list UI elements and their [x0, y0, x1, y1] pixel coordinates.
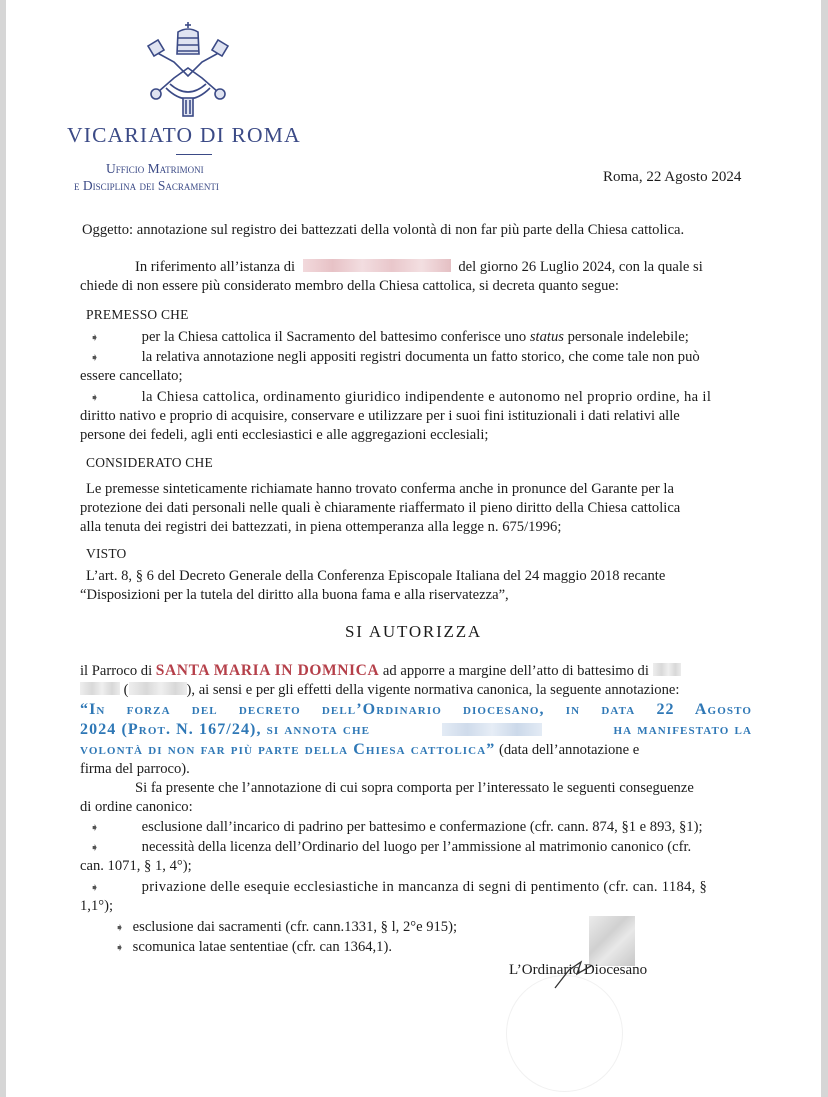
arrow-bullet-icon: ➧ — [90, 352, 100, 364]
intro-text-b: del giorno 26 Luglio 2024, con la quale si — [458, 259, 703, 275]
conseguenze-item-5-text: scomunica latae sententiae (cfr. can 1364,1). — [132, 939, 392, 955]
conseguenze-item-1-text: esclusione dall’incarico di padrino per battesimo e confermazione (cfr. cann. 874, §1 e 893, §1); — [141, 819, 703, 835]
annotation-quote-line3 — [80, 740, 639, 760]
signatory-title: L’Ordinario Diocesano — [509, 962, 648, 978]
office-name-line2: e Disciplina dei Sacramenti — [74, 178, 219, 193]
conseguenze-item-2-cont: can. 1071, § 1, 4°); — [80, 858, 192, 874]
document-page — [6, 0, 821, 1097]
annotation-quote-text-b: ha manifestato la — [613, 721, 752, 738]
annotation-quote-text-c: volontà di non far più parte della Chiesa cattolica” — [80, 741, 496, 758]
conseguenze-item-3-text: privazione delle esequie ecclesiastiche in mancanza di segni di pentimento (cfr. can. 1184, § — [141, 879, 708, 895]
conseguenze-item-3-cont: 1,1°); — [80, 898, 113, 914]
arrow-bullet-icon: ➧ — [115, 922, 125, 934]
papal-coat-of-arms-icon — [144, 20, 232, 120]
autorizza-heading: SI AUTORIZZA — [345, 622, 482, 641]
intro-line2: chiede di non essere più considerato membro della Chiesa cattolica, si decreta quanto segue: — [80, 278, 619, 294]
redacted-name — [303, 259, 451, 272]
intro-text-a: In riferimento all’istanza di — [135, 259, 296, 275]
premesso-item-1 — [90, 328, 689, 348]
conseguenze-item-3 — [90, 878, 707, 898]
header-divider — [176, 154, 212, 155]
premesso-item-3-cont1: diritto nativo e proprio di acquisire, conservare e utilizzare per i suoi fini istituzionali i dati relativi alle — [80, 408, 680, 424]
autorizza-line6: firma del parroco). — [80, 761, 190, 777]
premesso-item-1-italic: status — [529, 329, 564, 345]
autorizza-paren-open: ( — [123, 682, 129, 698]
handwritten-signature-icon — [551, 952, 601, 992]
conseguenze-item-4-text: esclusione dai sacramenti (cfr. cann.1331, § l, 2°e 915); — [132, 919, 458, 935]
premesso-item-1-text-b: personale indelebile; — [563, 329, 689, 345]
autorizza-text-b: ad apporre a margine dell’atto di battesimo di — [379, 663, 649, 679]
parish-name: SANTA MARIA IN DOMNICA — [155, 662, 380, 679]
arrow-bullet-icon: ➧ — [90, 392, 100, 404]
autorizza-text-c: ), ai sensi e per gli effetti della vigente normativa canonica, la seguente annotazione: — [186, 682, 680, 698]
intro-line1 — [80, 258, 750, 277]
visto-line1: L’art. 8, § 6 del Decreto Generale della Conferenza Episcopale Italiana del 24 maggio 2018 recante — [86, 568, 666, 584]
considerato-heading: CONSIDERATO CHE — [86, 455, 213, 470]
document-date: Roma, 22 Agosto 2024 — [603, 169, 742, 185]
redacted-name — [442, 723, 542, 736]
conseguenze-intro-line2: di ordine canonico: — [80, 799, 193, 815]
conseguenze-item-2-text: necessità della licenza dell’Ordinario del luogo per l’ammissione al matrimonio canonico (cfr. — [141, 839, 692, 855]
conseguenze-item-4 — [115, 918, 457, 938]
office-name-line1: Ufficio Matrimoni — [106, 161, 204, 176]
official-stamp — [506, 975, 623, 1092]
considerato-line3: alla tenuta dei registri dei battezzati, in piena ottemperanza alla legge n. 675/1996; — [80, 519, 562, 535]
visto-heading: VISTO — [86, 546, 127, 561]
annotation-tail: (data dell’annotazione e — [495, 742, 640, 758]
arrow-bullet-icon: ➧ — [90, 842, 100, 854]
premesso-heading: PREMESSO CHE — [86, 307, 189, 322]
arrow-bullet-icon: ➧ — [90, 332, 100, 344]
considerato-line1: Le premesse sinteticamente richiamate hanno trovato conferma anche in pronunce del Garante per la — [86, 481, 674, 497]
premesso-item-3 — [90, 388, 711, 408]
arrow-bullet-icon: ➧ — [90, 822, 100, 834]
visto-line2: “Disposizioni per la tutela del diritto alla buona fama e alla riservatezza”, — [80, 587, 509, 603]
premesso-item-2-cont: essere cancellato; — [80, 368, 183, 384]
annotation-quote-line1: “In forza del decreto dell’Ordinario diocesano, in data 22 Agosto — [80, 701, 752, 718]
conseguenze-item-2 — [90, 838, 691, 858]
premesso-item-3-text: la Chiesa cattolica, ordinamento giuridico indipendente e autonomo nel proprio ordine, ha il — [141, 389, 712, 405]
institution-name: VICARIATO DI ROMA — [67, 123, 301, 147]
conseguenze-item-5 — [115, 938, 392, 958]
autorizza-text-a: il Parroco di — [80, 663, 156, 679]
annotation-quote-text-a: 2024 (Prot. N. 167/24), si annota che — [80, 721, 371, 738]
arrow-bullet-icon: ➧ — [115, 942, 125, 954]
conseguenze-item-1 — [90, 818, 703, 838]
redacted-birth-date — [129, 682, 187, 695]
conseguenze-intro-line1: Si fa presente che l’annotazione di cui sopra comporta per l’interessato le seguenti conseguenze — [135, 780, 694, 796]
redacted-name — [653, 663, 681, 676]
annotation-quote-line2 — [80, 720, 752, 739]
premesso-item-3-cont2: persone dei fedeli, agli enti ecclesiastici e alle aggregazioni ecclesiali; — [80, 427, 489, 443]
arrow-bullet-icon: ➧ — [90, 882, 100, 894]
premesso-item-2 — [90, 348, 700, 368]
considerato-line2: protezione dei dati personali nelle quali è chiaramente riaffermato il pieno diritto della Chiesa cattolica — [80, 500, 681, 516]
subject-line: Oggetto: annotazione sul registro dei battezzati della volontà di non far più parte della Chiesa cattolica. — [82, 222, 685, 238]
autorizza-line2 — [80, 681, 679, 700]
premesso-item-2-text: la relativa annotazione negli appositi registri documenta un fatto storico, che come tale non può — [141, 349, 700, 365]
autorizza-line1 — [80, 661, 681, 681]
premesso-item-1-text-a: per la Chiesa cattolica il Sacramento del battesimo conferisce uno — [141, 329, 530, 345]
redacted-surname — [80, 682, 120, 695]
